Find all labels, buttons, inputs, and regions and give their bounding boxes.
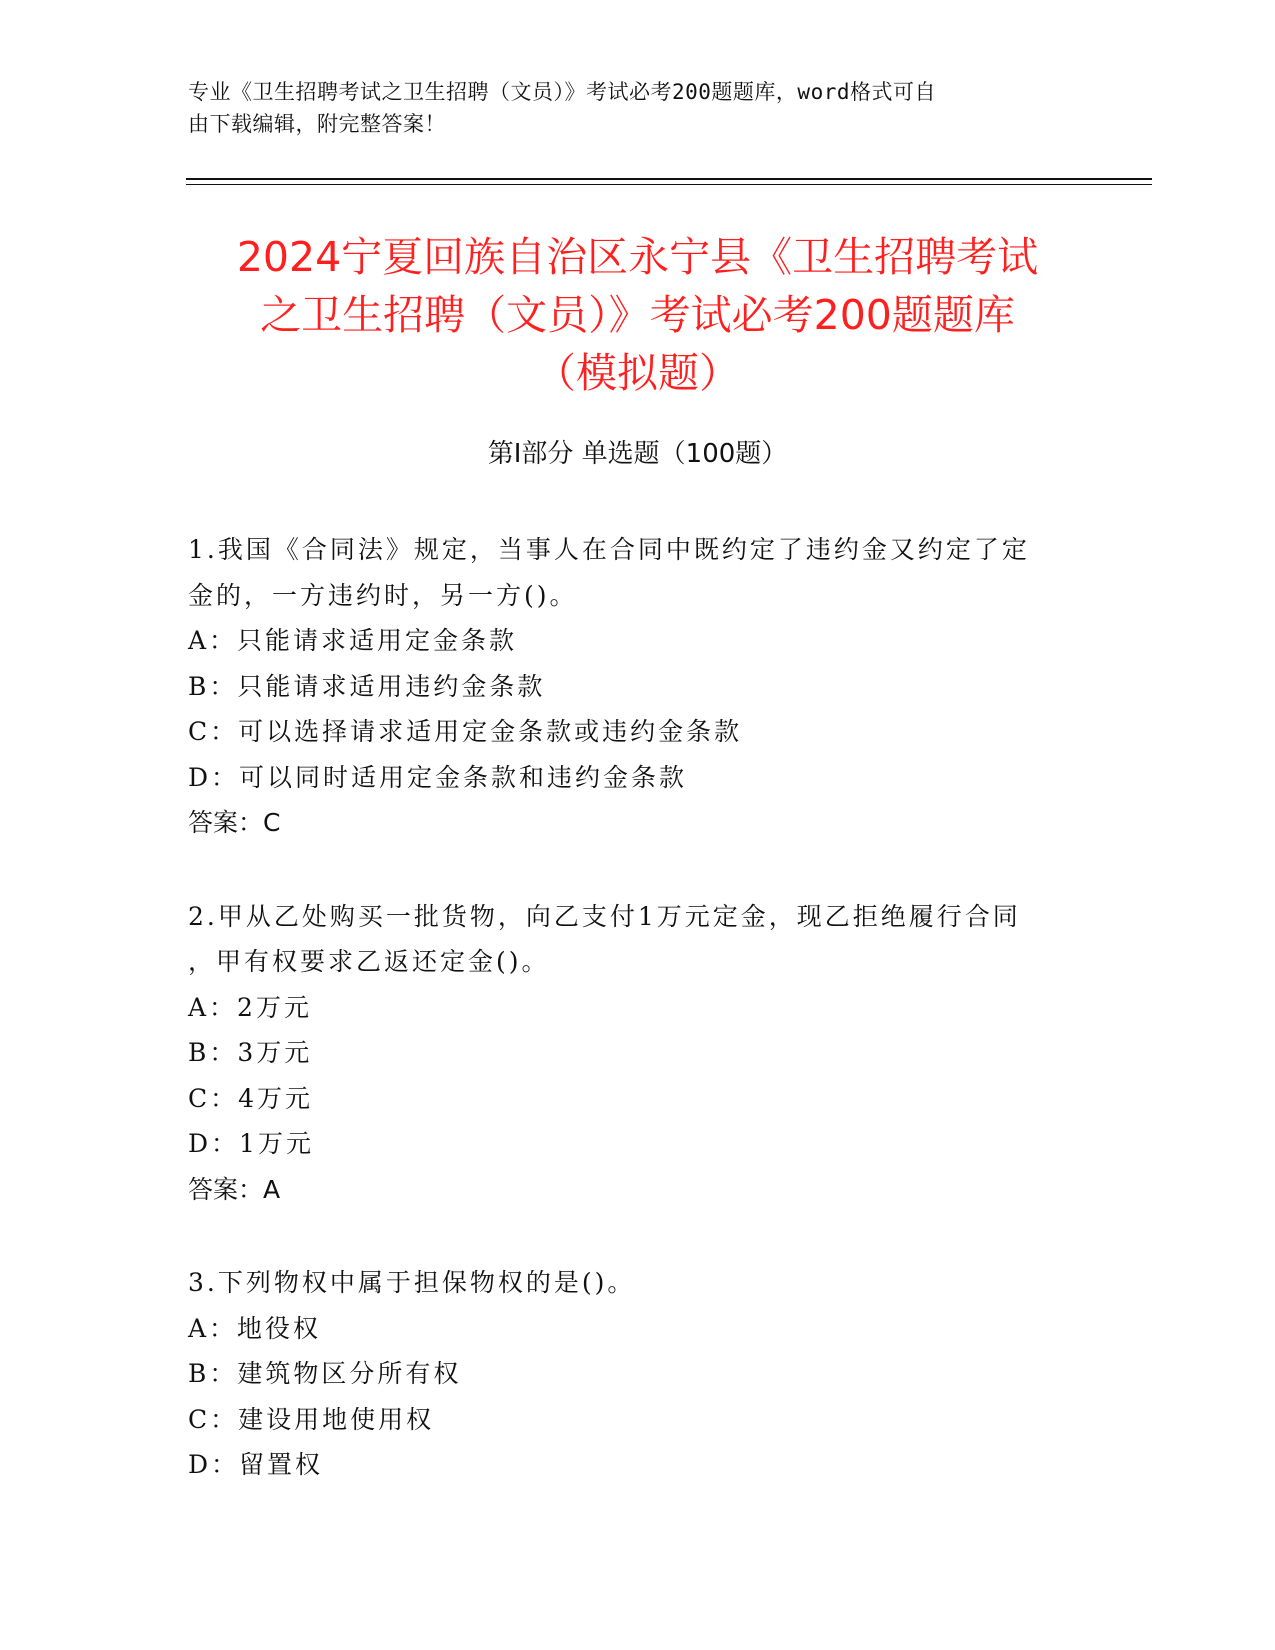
option-b: B：建筑物区分所有权 xyxy=(188,1359,462,1388)
option-a: A：地役权 xyxy=(188,1313,322,1343)
question-3 xyxy=(188,1260,1068,1488)
question-1 xyxy=(188,527,1068,846)
option-d: D：1万元 xyxy=(188,1129,314,1158)
option-b: B：只能请求适用违约金条款 xyxy=(188,671,546,701)
header-rule-thin xyxy=(186,184,1152,185)
header-note-line-1: 专业《卫生招聘考试之卫生招聘（文员）》考试必考200题题库，word格式可自 xyxy=(188,80,936,104)
option-c: C：可以选择请求适用定金条款或违约金条款 xyxy=(188,717,743,746)
section-title: 第Ⅰ部分 单选题（100题） xyxy=(487,439,788,469)
header-note-line-2: 由下载编辑，附完整答案！ xyxy=(188,112,446,136)
question-2 xyxy=(188,894,1068,1213)
option-c: C：建设用地使用权 xyxy=(188,1404,435,1434)
option-c: C：4万元 xyxy=(188,1083,314,1113)
page-title-line-3: （模拟题） xyxy=(535,349,740,397)
header-note xyxy=(188,76,1068,140)
question-stem-line: 1.我国《合同法》规定，当事人在合同中既约定了违约金又约定了定 xyxy=(188,535,1030,564)
page-title xyxy=(150,228,1125,402)
option-d: D：留置权 xyxy=(188,1450,324,1479)
answer-line: 答案：C xyxy=(188,808,281,837)
page-title-line-1: 2024宁夏回族自治区永宁县《卫生招聘考试 xyxy=(236,233,1039,281)
question-list xyxy=(188,527,1068,1488)
question-stem-line: ，甲有权要求乙返还定金()。 xyxy=(188,947,550,976)
answer-line: 答案：A xyxy=(188,1174,281,1204)
question-stem-line: 2.甲从乙处购买一批货物，向乙支付1万元定金，现乙拒绝履行合同 xyxy=(188,901,1021,931)
option-a: A：只能请求适用定金条款 xyxy=(188,626,518,655)
option-d: D：可以同时适用定金条款和违约金条款 xyxy=(188,762,688,792)
page-title-line-2: 之卫生招聘（文员）》考试必考200题题库 xyxy=(260,291,1015,339)
question-stem-line: 3.下列物权中属于担保物权的是()。 xyxy=(188,1268,636,1297)
option-a: A：2万元 xyxy=(188,992,312,1022)
header-rule-thick xyxy=(186,178,1152,180)
question-stem-line: 金的，一方违约时，另一方()。 xyxy=(188,580,578,610)
option-b: B：3万元 xyxy=(188,1038,313,1067)
